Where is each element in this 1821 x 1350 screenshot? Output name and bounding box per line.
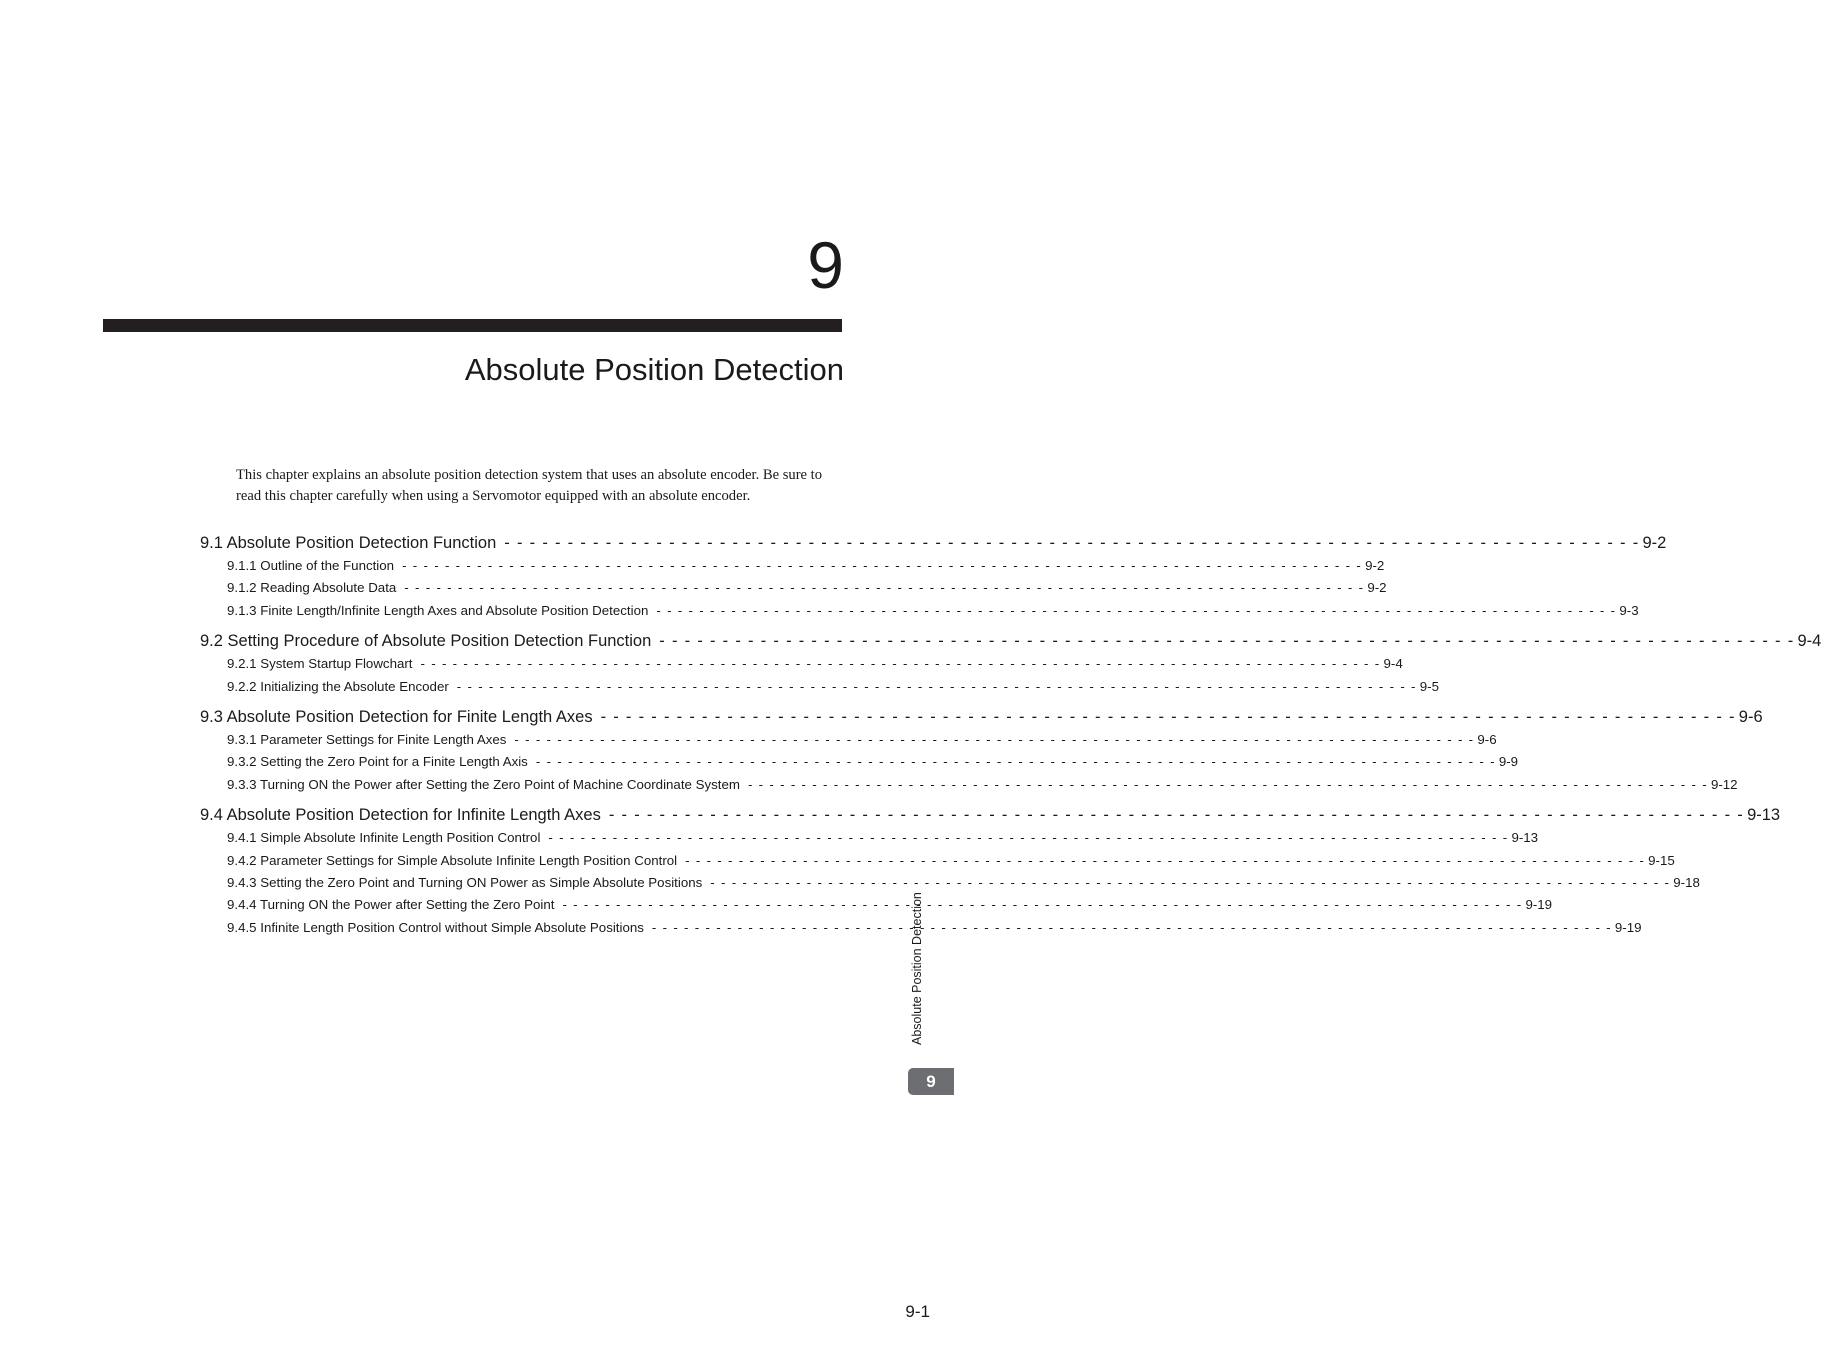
toc-section-entry-title: 9.1 Absolute Position Detection Function xyxy=(200,534,497,552)
toc-subsection-entry-title: 9.1.1 Outline of the Function xyxy=(227,558,395,573)
dot-leader: - - - - - - - - - - - - - - - - - - - - - - - - - - - - - - - - - - - - - - - - - - - - - - - - - - - - - - - - - - - - - - - - - - - - - - - - - - - - - - - - - - - - - - - - - - xyxy=(402,558,1363,573)
toc-subsection-entry[interactable] xyxy=(227,656,1403,678)
toc-subsection-entry-title: 9.3.3 Turning ON the Power after Setting the Zero Point of Machine Coordinate System xyxy=(227,776,740,792)
toc-subsection-entry[interactable] xyxy=(227,874,1700,897)
toc-subsection-entry-page: 9-19 xyxy=(1614,919,1642,935)
toc-subsection-entry[interactable] xyxy=(227,731,1497,754)
toc-subsection-entry-title: 9.1.2 Reading Absolute Data xyxy=(227,580,397,596)
toc-subsection-entry-title: 9.4.1 Simple Absolute Infinite Length Position Control xyxy=(227,830,541,846)
toc-subsection-entry-page: 9-2 xyxy=(1367,580,1387,596)
toc-section-entry[interactable] xyxy=(200,534,1667,558)
chapter-number: 9 xyxy=(807,228,844,302)
dot-leader: - - - - - - - - - - - - - - - - - - - - - - - - - - - - - - - - - - - - - - - - - - - - - - - - - - - - - - - - - - - - - - - - - - - - - - - - - - - - - - - - - - - - - - - - - - xyxy=(420,656,1381,672)
toc-subsection-entry-page: 9-19 xyxy=(1525,897,1553,913)
toc-subsection-entry[interactable] xyxy=(227,852,1675,875)
toc-subsection-entry[interactable] xyxy=(227,754,1519,776)
dot-leader: - - - - - - - - - - - - - - - - - - - - - - - - - - - - - - - - - - - - - - - - - - - - - - - - - - - - - - - - - - - - - - - - - - - - - - - - - - - - - - - - - - - - - - - - - - xyxy=(685,852,1646,868)
toc-subsection-entry-title: 9.4.2 Parameter Settings for Simple Absolute Infinite Length Position Control xyxy=(227,852,678,868)
toc-subsection-entry-page: 9-12 xyxy=(1710,776,1738,792)
dot-leader: - - - - - - - - - - - - - - - - - - - - - - - - - - - - - - - - - - - - - - - - - - - - - - - - - - - - - - - - - - - - - - - - - - - - - - - - - - - - - - - - - - - - - - - - - - xyxy=(600,707,1736,726)
toc-subsection-entry-page: 9-3 xyxy=(1619,602,1639,618)
toc-section-entry[interactable] xyxy=(200,707,1763,732)
toc-subsection-entry-page: 9-13 xyxy=(1511,830,1539,846)
toc-section-entry-title: 9.2 Setting Procedure of Absolute Position Detection Function xyxy=(200,632,652,651)
toc-subsection-entry[interactable] xyxy=(227,678,1439,701)
dot-leader: - - - - - - - - - - - - - - - - - - - - - - - - - - - - - - - - - - - - - - - - - - - - - - - - - - - - - - - - - - - - - - - - - - - - - - - - - - - - - - - - - - - - - - - - - - xyxy=(608,806,1745,825)
toc-subsection-entry-title: 9.3.1 Parameter Settings for Finite Length Axes xyxy=(227,731,507,747)
toc-subsection-entry-title: 9.4.4 Turning ON the Power after Setting the Zero Point xyxy=(227,897,555,913)
dot-leader: - - - - - - - - - - - - - - - - - - - - - - - - - - - - - - - - - - - - - - - - - - - - - - - - - - - - - - - - - - - - - - - - - - - - - - - - - - - - - - - - - - - - - - - - - - xyxy=(404,580,1365,596)
toc-subsection-entry[interactable] xyxy=(227,919,1642,942)
toc-section-entry-title: 9.3 Absolute Position Detection for Finite Length Axes xyxy=(200,707,593,726)
dot-leader: - - - - - - - - - - - - - - - - - - - - - - - - - - - - - - - - - - - - - - - - - - - - - - - - - - - - - - - - - - - - - - - - - - - - - - - - - - - - - - - - - - - - - - - - - - xyxy=(504,534,1640,552)
dot-leader: - - - - - - - - - - - - - - - - - - - - - - - - - - - - - - - - - - - - - - - - - - - - - - - - - - - - - - - - - - - - - - - - - - - - - - - - - - - - - - - - - - - - - - - - - - xyxy=(747,776,1708,792)
dot-leader: - - - - - - - - - - - - - - - - - - - - - - - - - - - - - - - - - - - - - - - - - - - - - - - - - - - - - - - - - - - - - - - - - - - - - - - - - - - - - - - - - - - - - - - - - - xyxy=(651,919,1612,935)
toc-section-entry[interactable] xyxy=(200,806,1781,830)
toc-subsection-entry[interactable] xyxy=(227,602,1639,625)
toc-subsection-entry-page: 9-18 xyxy=(1673,874,1700,890)
toc-subsection-entry[interactable] xyxy=(227,776,1738,799)
toc-section-entry-title: 9.4 Absolute Position Detection for Infinite Length Axes xyxy=(200,806,601,825)
dot-leader: - - - - - - - - - - - - - - - - - - - - - - - - - - - - - - - - - - - - - - - - - - - - - - - - - - - - - - - - - - - - - - - - - - - - - - - - - - - - - - - - - - - - - - - - - - xyxy=(548,830,1509,846)
toc-section-entry-page: 9-4 xyxy=(1797,632,1821,651)
toc-subsection-entry-title: 9.4.3 Setting the Zero Point and Turning ON Power as Simple Absolute Positions xyxy=(227,874,703,890)
toc-section-entry-page: 9-13 xyxy=(1747,806,1781,825)
toc-subsection-entry-title: 9.2.1 System Startup Flowchart xyxy=(227,656,413,672)
toc-subsection-entry[interactable] xyxy=(227,897,1553,919)
toc-subsection-entry[interactable] xyxy=(227,558,1385,580)
toc-subsection-entry-title: 9.1.3 Finite Length/Infinite Length Axes and Absolute Position Detection xyxy=(227,602,649,618)
toc-section-entry-page: 9-2 xyxy=(1642,534,1667,552)
dot-leader: - - - - - - - - - - - - - - - - - - - - - - - - - - - - - - - - - - - - - - - - - - - - - - - - - - - - - - - - - - - - - - - - - - - - - - - - - - - - - - - - - - - - - - - - - - xyxy=(562,897,1523,913)
toc-subsection-entry-page: 9-15 xyxy=(1648,852,1675,868)
chapter-intro: This chapter explains an absolute position detection system that uses an absolute encoder. Be sure to read this chapter carefully when using a Servomotor equipped with an absolute encoder. xyxy=(236,467,823,504)
toc-subsection-entry[interactable] xyxy=(227,580,1387,602)
toc-subsection-entry-page: 9-4 xyxy=(1383,656,1403,672)
dot-leader: - - - - - - - - - - - - - - - - - - - - - - - - - - - - - - - - - - - - - - - - - - - - - - - - - - - - - - - - - - - - - - - - - - - - - - - - - - - - - - - - - - - - - - - - - - xyxy=(514,731,1475,747)
toc-subsection-entry[interactable] xyxy=(227,830,1539,852)
toc-subsection-entry-page: 9-2 xyxy=(1365,558,1385,573)
table-of-contents xyxy=(200,534,1821,942)
toc-section-entry-page: 9-6 xyxy=(1738,707,1763,726)
toc-subsection-entry-title: 9.3.2 Setting the Zero Point for a Finite Length Axis xyxy=(227,754,528,770)
dot-leader: - - - - - - - - - - - - - - - - - - - - - - - - - - - - - - - - - - - - - - - - - - - - - - - - - - - - - - - - - - - - - - - - - - - - - - - - - - - - - - - - - - - - - - - - - - xyxy=(659,632,1795,651)
toc-subsection-entry-page: 9-5 xyxy=(1419,678,1439,694)
dot-leader: - - - - - - - - - - - - - - - - - - - - - - - - - - - - - - - - - - - - - - - - - - - - - - - - - - - - - - - - - - - - - - - - - - - - - - - - - - - - - - - - - - - - - - - - - - xyxy=(656,602,1617,618)
chapter-index-tab[interactable]: 9 xyxy=(908,1068,954,1095)
dot-leader: - - - - - - - - - - - - - - - - - - - - - - - - - - - - - - - - - - - - - - - - - - - - - - - - - - - - - - - - - - - - - - - - - - - - - - - - - - - - - - - - - - - - - - - - - - xyxy=(710,874,1671,890)
toc-subsection-entry-page: 9-6 xyxy=(1477,731,1497,747)
toc-subsection-entry-title: 9.2.2 Initializing the Absolute Encoder xyxy=(227,678,449,694)
dot-leader: - - - - - - - - - - - - - - - - - - - - - - - - - - - - - - - - - - - - - - - - - - - - - - - - - - - - - - - - - - - - - - - - - - - - - - - - - - - - - - - - - - - - - - - - - - xyxy=(535,754,1496,770)
chapter-title: Absolute Position Detection xyxy=(464,352,844,387)
toc-subsection-entry-page: 9-9 xyxy=(1498,754,1519,770)
side-index-text: Absolute Position Detection xyxy=(910,892,924,1045)
toc-subsection-entry-title: 9.4.5 Infinite Length Position Control without Simple Absolute Positions xyxy=(227,919,644,935)
page-number: 9-1 xyxy=(905,1302,930,1321)
chapter-divider-bar xyxy=(103,319,842,332)
toc-section-entry[interactable] xyxy=(200,632,1821,656)
dot-leader: - - - - - - - - - - - - - - - - - - - - - - - - - - - - - - - - - - - - - - - - - - - - - - - - - - - - - - - - - - - - - - - - - - - - - - - - - - - - - - - - - - - - - - - - - - xyxy=(456,678,1417,694)
